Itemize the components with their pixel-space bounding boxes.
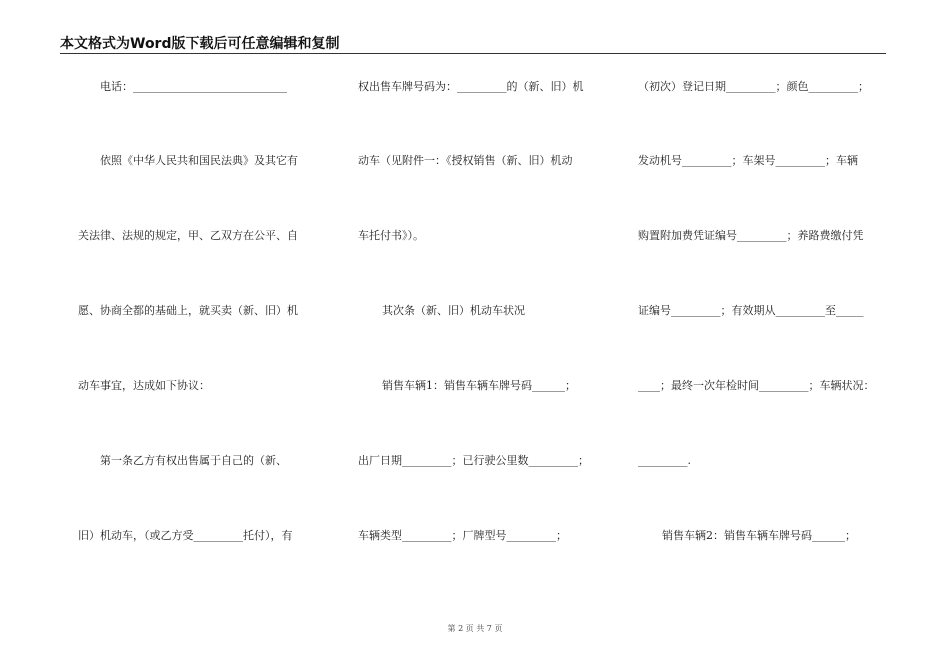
paragraph-line: 销售车辆2：销售车辆车牌号码______； <box>662 529 856 542</box>
paragraph-line: 动车（见附件一：《授权销售（新、旧）机动 <box>358 154 573 167</box>
paragraph-line: 关法律、法规的规定，甲、乙双方在公平、自 <box>78 229 298 242</box>
document-header-title: 本文格式为Word版下载后可任意编辑和复制 <box>60 36 886 54</box>
paragraph-line: 车托付书》）。 <box>358 229 424 242</box>
page-number-footer: 第 2 页 共 7 页 <box>447 624 503 633</box>
paragraph-line: 销售车辆1：销售车辆车牌号码______； <box>382 379 576 392</box>
paragraph-line: 第一条乙方有权出售属于自己的（新、 <box>100 454 287 467</box>
paragraph-line: （初次）登记日期_________；颜色_________； <box>638 80 869 93</box>
paragraph-line: 购置附加费凭证编号_________；养路费缴付凭 <box>638 229 864 242</box>
paragraph-line: ____；最终一次年检时间_________；车辆状况： <box>638 379 875 392</box>
paragraph-line: 出厂日期_________；已行驶公里数_________； <box>358 454 589 467</box>
section-heading: 其次条（新、旧）机动车状况 <box>382 304 525 317</box>
paragraph-line: 发动机号_________；车架号_________；车辆 <box>638 154 858 167</box>
paragraph-line: 车辆类型_________；厂牌型号_________； <box>358 529 567 542</box>
paragraph-line: 愿、协商全都的基础上，就买卖（新、旧）机 <box>78 304 298 317</box>
paragraph-line: 权出售车牌号码为：_________的（新、旧）机 <box>358 80 584 93</box>
paragraph-line: 依照《中华人民共和国民法典》及其它有 <box>100 154 298 167</box>
paragraph-line: _________. <box>638 454 691 467</box>
paragraph-line: 旧）机动车，（或乙方受_________托付），有 <box>78 529 293 542</box>
paragraph-line: 电话：____________________________ <box>100 80 287 93</box>
paragraph-line: 证编号_________；有效期从_________至_____ <box>638 304 864 317</box>
paragraph-line: 动车事宜，达成如下协议： <box>78 379 210 392</box>
